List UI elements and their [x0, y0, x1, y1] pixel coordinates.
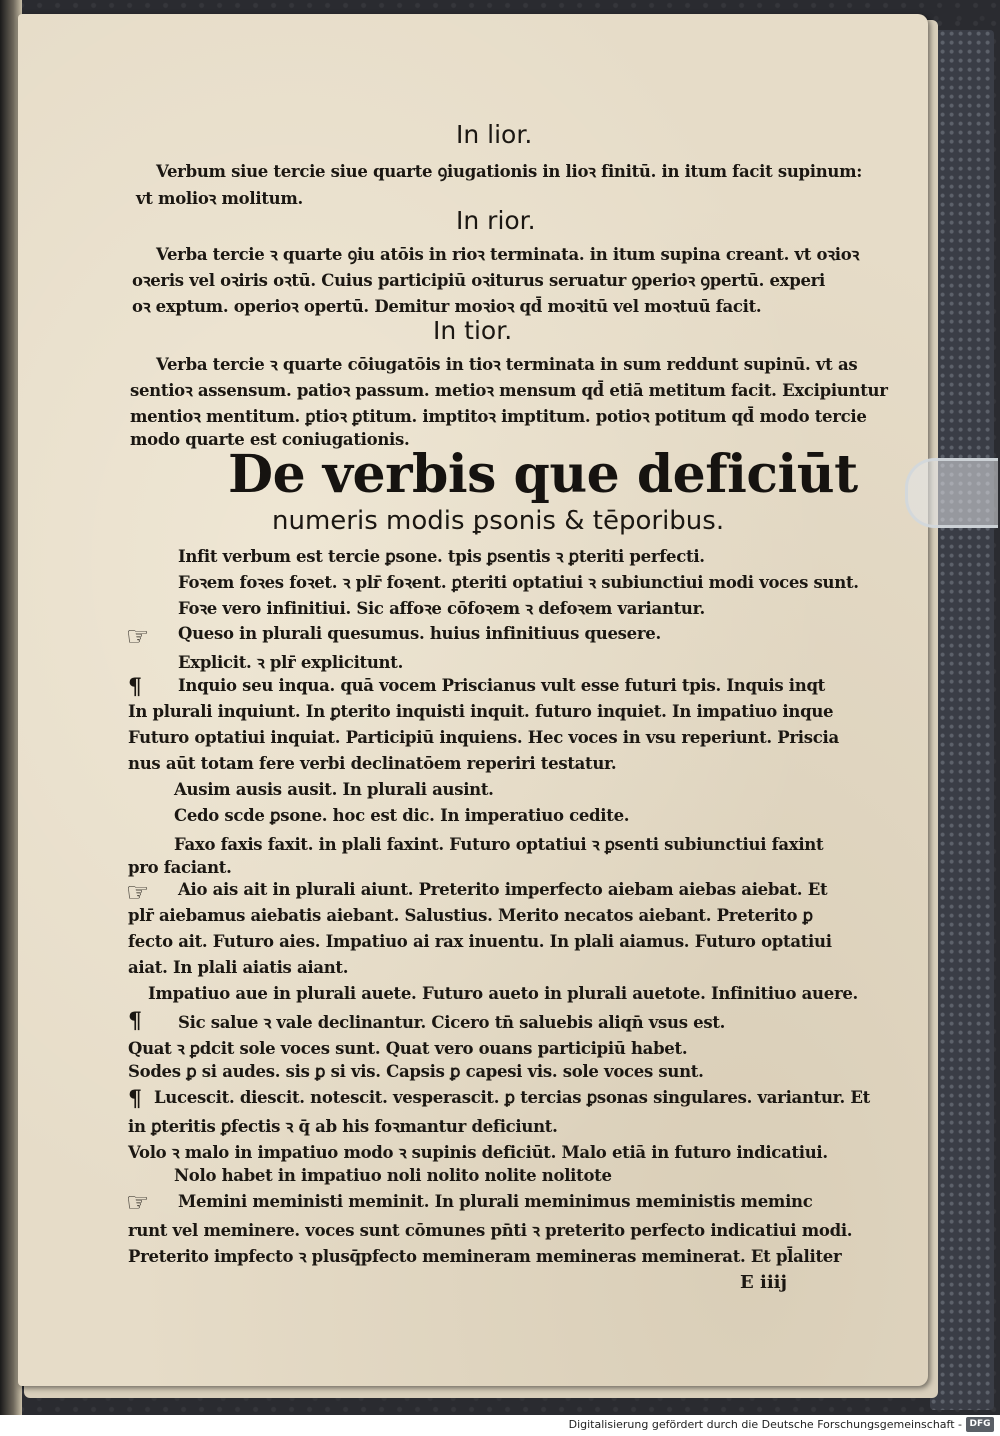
text-line: Nolo habet in impatiuo noli nolito nolite nolitote — [174, 1166, 612, 1185]
section-heading: In rior. — [456, 206, 536, 235]
text-line: fecto ait. Futuro aies. Impatiuo ai rax inuentu. In plali aiamus. Futuro optatiui — [128, 932, 832, 951]
paragraph-mark-icon: ¶ — [128, 1008, 142, 1034]
text-line: Preterito impfecto ꝛ plusq̄pfecto memineram memineras meminerat. Et pl̄aliter — [128, 1247, 842, 1266]
dfg-logo: DFG — [966, 1417, 994, 1432]
text-line: Queso in plurali quesumus. huius infinitiuus quesere. — [178, 624, 661, 643]
text-line: vt molioꝛ molitum. — [136, 189, 303, 208]
text-line: Explicit. ꝛ plr̄ explicitunt. — [178, 653, 404, 672]
page-clip — [905, 458, 998, 528]
text-line: Faxo faxis faxit. in plali faxint. Futuro optatiui ꝛ ꝑsenti subiunctiui faxint — [174, 835, 824, 854]
text-line: Verbum siue tercie siue quarte ꝯiugationis in lioꝛ finitū. in itum facit supinum: — [156, 162, 863, 181]
text-line: nus aūt totam fere verbi declinatōem reperiri testatur. — [128, 754, 617, 773]
book-cover-edge — [930, 30, 994, 1410]
text-line: Verba tercie ꝛ quarte ꝯiu atōis in rioꝛ terminata. in itum supina creant. vt oꝛioꝛ — [156, 245, 859, 264]
section-heading: In tior. — [433, 316, 513, 345]
book-page — [18, 14, 928, 1386]
chapter-subtitle: numeris modis ꝑsonis & tēporibus. — [272, 506, 725, 536]
text-line: sentioꝛ assensum. patioꝛ passum. metioꝛ mensum qd̄ etiā metitum facit. Excipiuntur — [130, 381, 888, 400]
text-line: Futuro optatiui inquiat. Participiū inquiens. Hec voces in vsu reperiunt. Priscia — [128, 728, 839, 747]
text-line: Cedo scde ꝑsone. hoc est dic. In imperatiuo cedite. — [174, 806, 630, 825]
text-line: oꝛeris vel oꝛiris oꝛtū. Cuius participiū oꝛiturus seruatur ꝯperioꝛ ꝯpertū. experi — [132, 271, 826, 290]
text-line: runt vel meminere. voces sunt cōmunes pn̄ti ꝛ preterito perfecto indicatiui modi. — [128, 1221, 853, 1240]
text-line: Verba tercie ꝛ quarte cōiugatōis in tioꝛ terminata in sum reddunt supinū. vt as — [156, 355, 858, 374]
text-line: pro faciant. — [128, 858, 232, 877]
text-line: Foꝛe vero infinitiui. Sic affoꝛe cōfoꝛem ꝛ defoꝛem variantur. — [178, 599, 705, 618]
text-line: modo quarte est coniugationis. — [130, 430, 410, 449]
pointing-hand-icon: ☞ — [126, 622, 150, 652]
paragraph-mark-icon: ¶ — [128, 1086, 142, 1112]
text-line: Inquio seu inqua. quā vocem Priscianus vult esse futuri tpis. Inquis inqt — [178, 676, 826, 695]
text-line: Lucescit. diescit. notescit. vesperascit. ꝑ tercias ꝑsonas singulares. variantur. Et — [154, 1088, 871, 1107]
text-line: in ꝑteritis ꝑfectis ꝛ q̄ ab his foꝛmantur deficiunt. — [128, 1117, 558, 1136]
text-line: Aio ais ait in plurali aiunt. Preterito imperfecto aiebam aiebas aiebat. Et — [178, 880, 828, 899]
pointing-hand-icon: ☞ — [126, 878, 150, 908]
text-line: aiat. In plali aiatis aiant. — [128, 958, 349, 977]
text-line: Volo ꝛ malo in impatiuo modo ꝛ supinis deficiūt. Malo etiā in futuro indicatiui. — [128, 1143, 828, 1162]
text-line: Foꝛem foꝛes foꝛet. ꝛ plr̄ foꝛent. ꝑteriti optatiui ꝛ subiunctiui modi voces sunt. — [178, 573, 859, 592]
footer-credit: Digitalisierung gefördert durch die Deutsche Forschungsgemeinschaft - — [568, 1418, 962, 1431]
chapter-title: De verbis que deficiūt — [228, 444, 858, 505]
pointing-hand-icon: ☞ — [126, 1188, 150, 1218]
text-line: Impatiuo aue in plurali auete. Futuro aueto in plurali auetote. Infinitiuo auere. — [148, 984, 858, 1003]
text-line: Sodes ꝑ si audes. sis ꝑ si vis. Capsis ꝑ capesi vis. sole voces sunt. — [128, 1062, 704, 1081]
footer-bar — [0, 1415, 1000, 1436]
text-line: Memini meministi meminit. In plurali meminimus meministis meminc — [178, 1192, 813, 1211]
signature-mark: E iiij — [740, 1272, 788, 1293]
text-line: Ausim ausis ausit. In plurali ausint. — [174, 780, 494, 799]
text-line: Quat ꝛ ꝑdcit sole voces sunt. Quat vero ouans participiū habet. — [128, 1039, 688, 1058]
text-line: oꝛ exptum. operioꝛ opertū. Demitur moꝛioꝛ qd̄ moꝛitū vel moꝛtuū facit. — [132, 297, 762, 316]
section-heading: In lior. — [456, 120, 533, 149]
paragraph-mark-icon: ¶ — [128, 674, 142, 700]
text-line: plr̄ aiebamus aiebatis aiebant. Salustius. Merito necatos aiebant. Preterito ꝑ — [128, 906, 813, 925]
text-line: mentioꝛ mentitum. ꝑtioꝛ ꝑtitum. imptitoꝛ imptitum. potioꝛ potitum qd̄ modo tercie — [130, 407, 867, 426]
text-line: In plurali inquiunt. In ꝑterito inquisti inquit. futuro inquiet. In impatiuo inque — [128, 702, 834, 721]
text-line: Infit verbum est tercie ꝑsone. tpis ꝑsentis ꝛ ꝑteriti perfecti. — [178, 547, 705, 566]
text-line: Sic salue ꝛ vale declinantur. Cicero tn̄ saluebis aliqn̄ vsus est. — [178, 1013, 726, 1032]
